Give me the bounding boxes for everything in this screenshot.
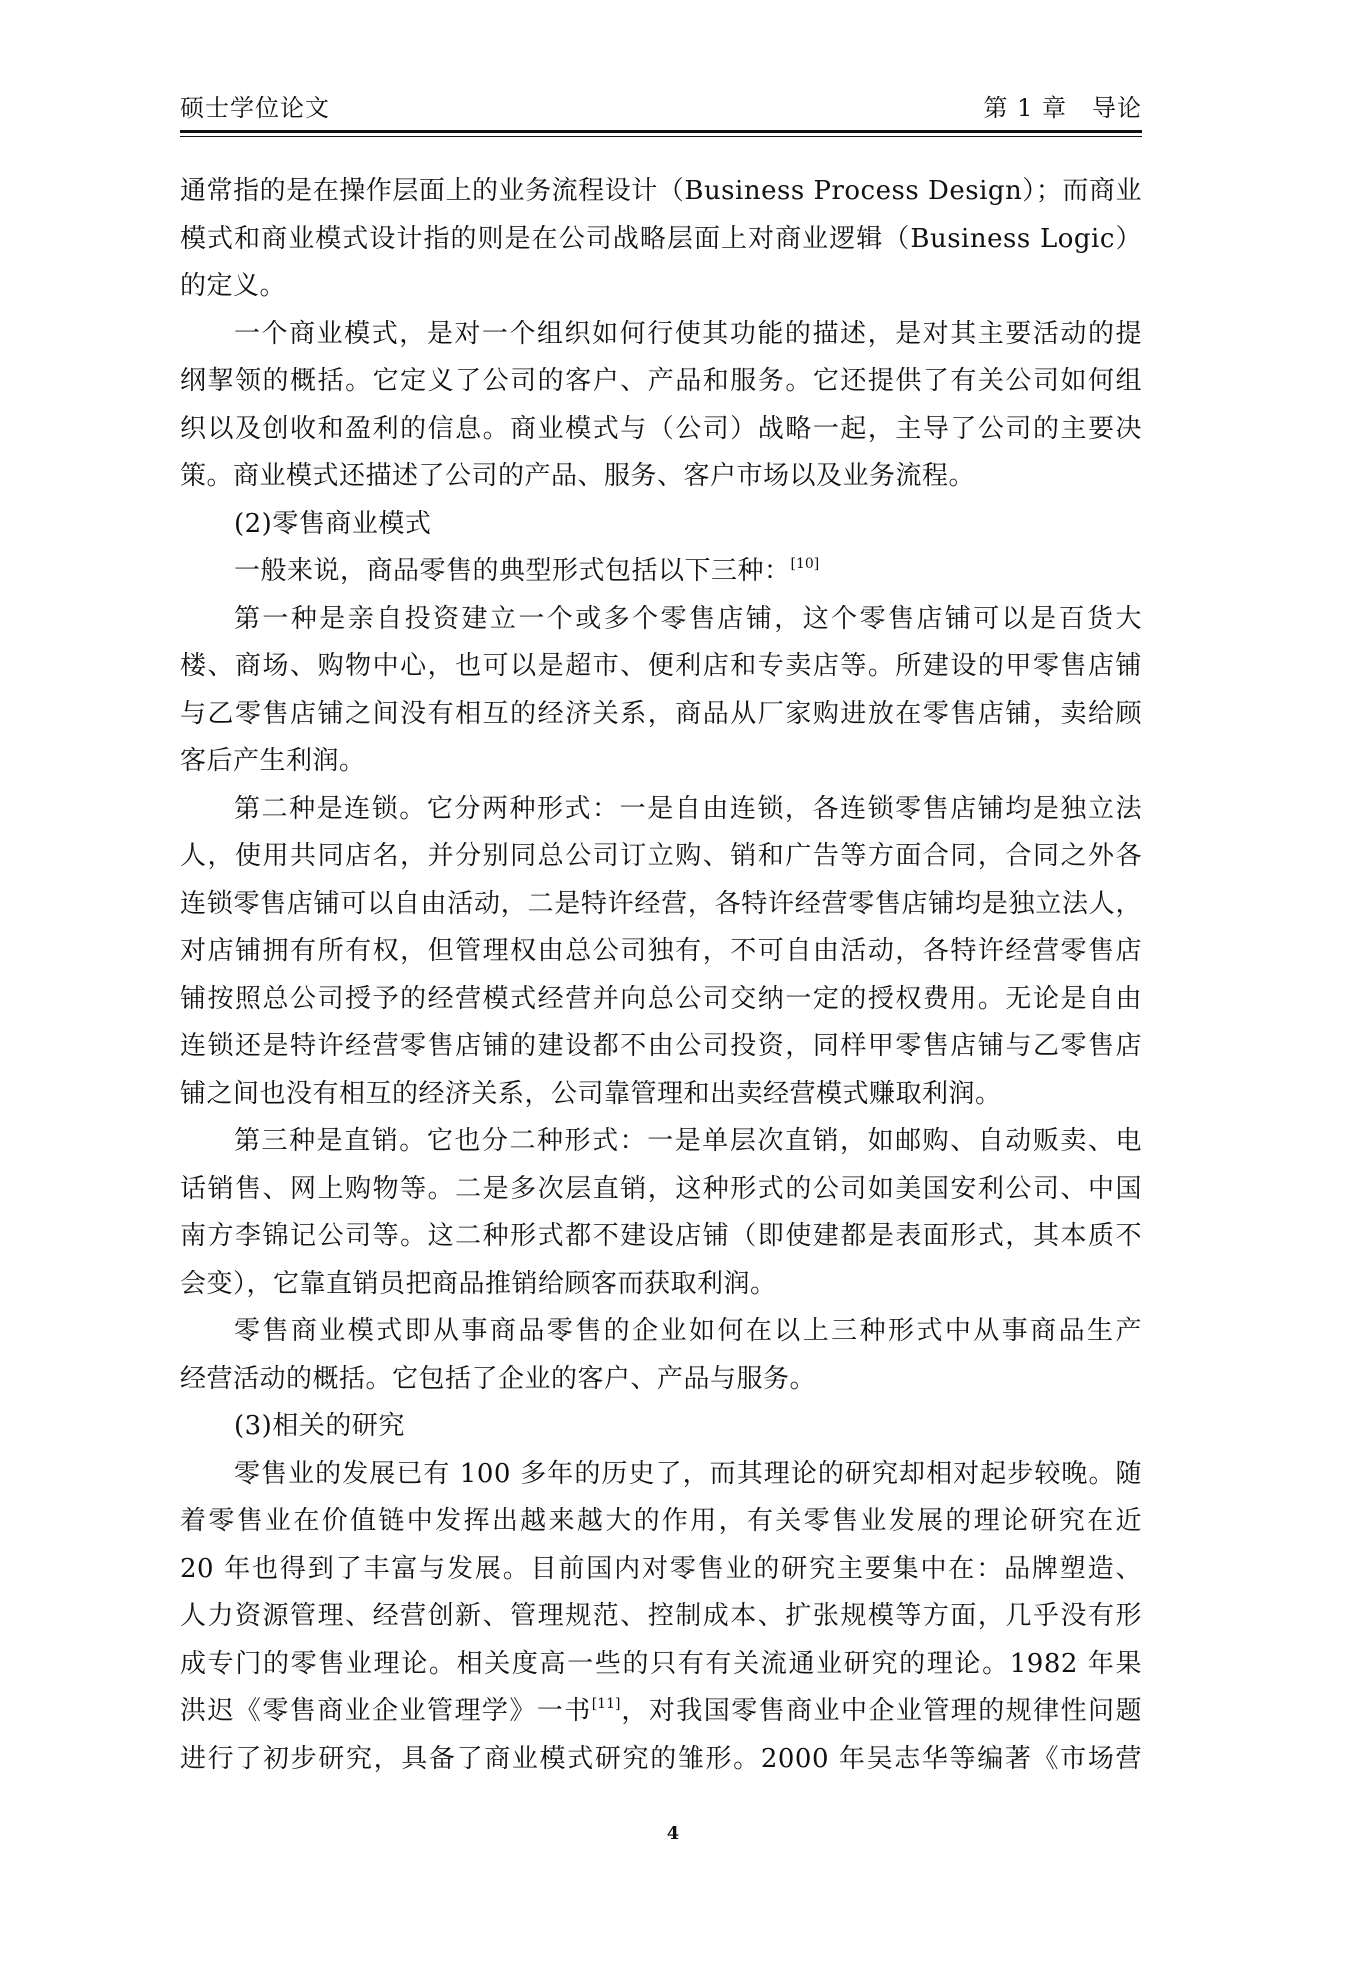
citation-marker: [10] [790, 556, 820, 572]
text-line: 的定义。 [180, 271, 287, 301]
text-line: 会变），它靠直销员把商品推销给顾客而获取利润。 [180, 1268, 777, 1299]
text-line: 第二种是连锁。它分两种形式：一是自由连锁，各连锁零售店铺均是独立法 [234, 793, 1142, 824]
text-line-content: 一般来说，商品零售的典型形式包括以下三种： [234, 556, 791, 586]
text-line: 进行了初步研究，具备了商业模式研究的雏形。2000 年吴志华等编著《市场营 [180, 1743, 1142, 1774]
text-line: 连锁还是特许经营零售店铺的建设都不由公司投资，同样甲零售店铺与乙零售店 [180, 1031, 1142, 1061]
text-line [180, 1688, 1142, 1736]
text-line: 纲挈领的概括。它定义了公司的客户、产品和服务。它还提供了有关公司如何组 [180, 366, 1142, 396]
text-line: 连锁零售店铺可以自由活动，二是特许经营，各特许经营零售店铺均是独立法人， [180, 888, 1142, 919]
section-heading: (2)零售商业模式 [234, 508, 432, 539]
text-line: 策。商业模式还描述了公司的产品、服务、客户市场以及业务流程。 [180, 461, 976, 491]
header-thesis-type: 硕士学位论文 [180, 94, 330, 122]
text-line: 第三种是直销。它也分二种形式：一是单层次直销，如邮购、自动贩卖、电 [234, 1126, 1142, 1156]
body-text [180, 168, 1142, 1783]
page-number: 4 [666, 1823, 680, 1844]
text-line: 织以及创收和盈利的信息。商业模式与（公司）战略一起，主导了公司的主要决 [180, 413, 1142, 444]
text-line: 20 年也得到了丰富与发展。目前国内对零售业的研究主要集中在：品牌塑造、 [180, 1553, 1142, 1584]
header-chapter-title: 第 1 章 导论 [983, 94, 1142, 122]
text-line-content: ，对我国零售商业中企业管理的规律性问题 [620, 1696, 1142, 1726]
text-line: 经营活动的概括。它包括了企业的客户、产品与服务。 [180, 1363, 817, 1394]
text-line: 楼、商场、购物中心，也可以是超市、便利店和专卖店等。所建设的甲零售店铺 [180, 651, 1142, 681]
text-line: 零售商业模式即从事商品零售的企业如何在以上三种形式中从事商品生产 [234, 1316, 1142, 1346]
text-line: 话销售、网上购物等。二是多次层直销，这种形式的公司如美国安利公司、中国 [180, 1173, 1142, 1204]
running-header [180, 92, 1142, 132]
text-line-content: 洪迟《零售商业企业管理学》一书 [180, 1696, 592, 1726]
text-line: 南方李锦记公司等。这二种形式都不建设店铺（即使建都是表面形式，其本质不 [180, 1221, 1142, 1251]
section-heading: (3)相关的研究 [234, 1411, 405, 1441]
header-rule-thick [180, 130, 1142, 133]
text-line: 人力资源管理、经营创新、管理规范、控制成本、扩张规模等方面，几乎没有形 [180, 1601, 1142, 1631]
text-line: 人，使用共同店名，并分别同总公司订立购、销和广告等方面合同，合同之外各 [180, 841, 1142, 871]
text-line: 客后产生利润。 [180, 746, 366, 776]
text-line: 零售业的发展已有 100 多年的历史了，而其理论的研究却相对起步较晚。随 [234, 1458, 1142, 1489]
text-line: 铺按照总公司授予的经营模式经营并向总公司交纳一定的授权费用。无论是自由 [180, 983, 1142, 1014]
text-line: 对店铺拥有所有权，但管理权由总公司独有，不可自由活动，各特许经营零售店 [180, 936, 1142, 966]
text-line: 模式和商业模式设计指的则是在公司战略层面上对商业逻辑（Business Logic） [180, 223, 1142, 254]
text-line: 一个商业模式，是对一个组织如何行使其功能的描述，是对其主要活动的提 [234, 318, 1142, 349]
text-line: 通常指的是在操作层面上的业务流程设计（Business Process Design）；而商业 [180, 176, 1142, 206]
text-line: 着零售业在价值链中发挥出越来越大的作用，有关零售业发展的理论研究在近 [180, 1506, 1142, 1536]
header-rule-thin [180, 136, 1142, 137]
citation-marker: [11] [591, 1696, 621, 1712]
text-line: 与乙零售店铺之间没有相互的经济关系，商品从厂家购进放在零售店铺，卖给顾 [180, 698, 1142, 729]
text-line: 铺之间也没有相互的经济关系，公司靠管理和出卖经营模式赚取利润。 [180, 1078, 1002, 1109]
text-line: 第一种是亲自投资建立一个或多个零售店铺，这个零售店铺可以是百货大 [234, 603, 1142, 634]
text-line [180, 548, 1142, 596]
text-line: 成专门的零售业理论。相关度高一些的只有有关流通业研究的理论。1982 年果 [180, 1648, 1142, 1679]
